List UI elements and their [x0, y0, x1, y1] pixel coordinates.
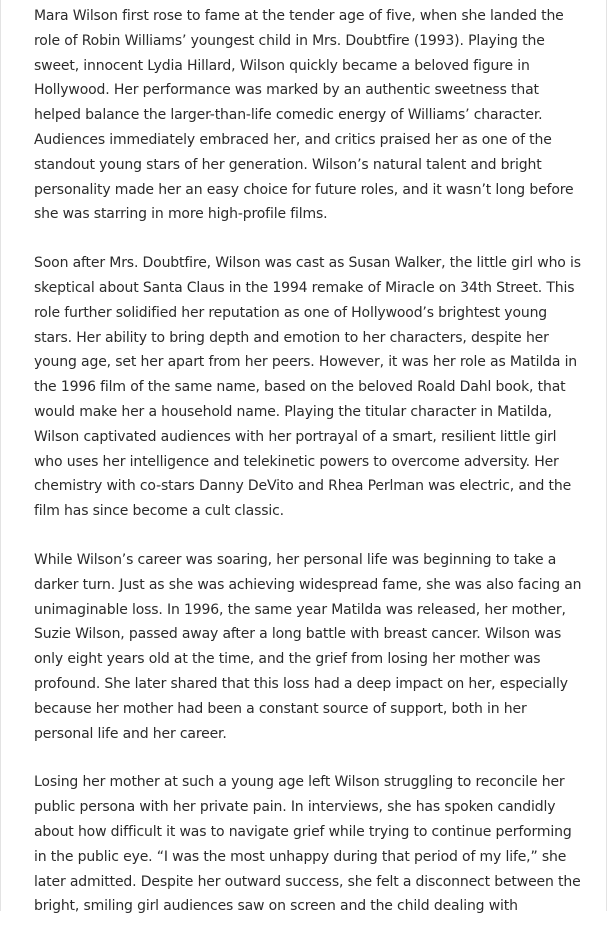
article-paragraph-2: Soon after Mrs. Doubtfire, Wilson was cast as Susan Walker, the little girl who is skeptical about Santa Claus in the 1994 remake of Miracle on 34th Street. This role further solidified her reputation as one of Hollywood’s brightest young stars. Her ability to bring depth and emotion to her characters, despite her young age, set her apart from her peers. However, it was her role as Matilda in the 1996 film of the same name, based on the beloved Roald Dahl book, that would make her a household name. Playing the titular character in Matilda, Wilson captivated audiences with her portrayal of a smart, resilient little girl who uses her intelligence and telekinetic powers to overcome adversity. Her chemistry with co-stars Danny DeVito and Rhea Perlman was electric, and the film has since become a cult classic.	[34, 255, 581, 520]
article-body	[34, 4, 582, 943]
article-paragraph-3: While Wilson’s career was soaring, her personal life was beginning to take a darker turn. Just as she was achieving widespread fame, she was also facing an unimaginable loss. In 1996, the same year Matilda was released, her mother, Suzie Wilson, passed away after a long battle with breast cancer. Wilson was only eight years old at the time, and the grief from losing her mother was profound. She later shared that this loss had a deep impact on her, especially because her mother had been a constant source of support, both in her personal life and her career.	[34, 551, 582, 742]
page-left-border	[0, 0, 1, 911]
article-paragraph-4: Losing her mother at such a young age left Wilson struggling to reconcile her public persona with her private pain. In interviews, she has spoken candidly about how difficult it was to navigate grief while trying to continue performing in the public eye. “I was the most unhappy during that period of my life,” she later admitted. Despite her outward success, she felt a disconnect between the bright, smiling girl audiences saw on screen and the child dealing with	[34, 774, 581, 915]
article-paragraph-1: Mara Wilson first rose to fame at the tender age of five, when she landed the role of Robin Williams’ youngest child in Mrs. Doubtfire (1993). Playing the sweet, innocent Lydia Hillard, Wilson quickly became a beloved figure in Hollywood. Her performance was marked by an authentic sweetness that helped balance the larger-than-life comedic energy of Williams’ character. Audiences immediately embraced her, and critics praised her as one of the standout young stars of her generation. Wilson’s natural talent and bright personality made her an easy choice for future roles, and it wasn’t long before she was starring in more high-profile films.	[34, 8, 574, 223]
